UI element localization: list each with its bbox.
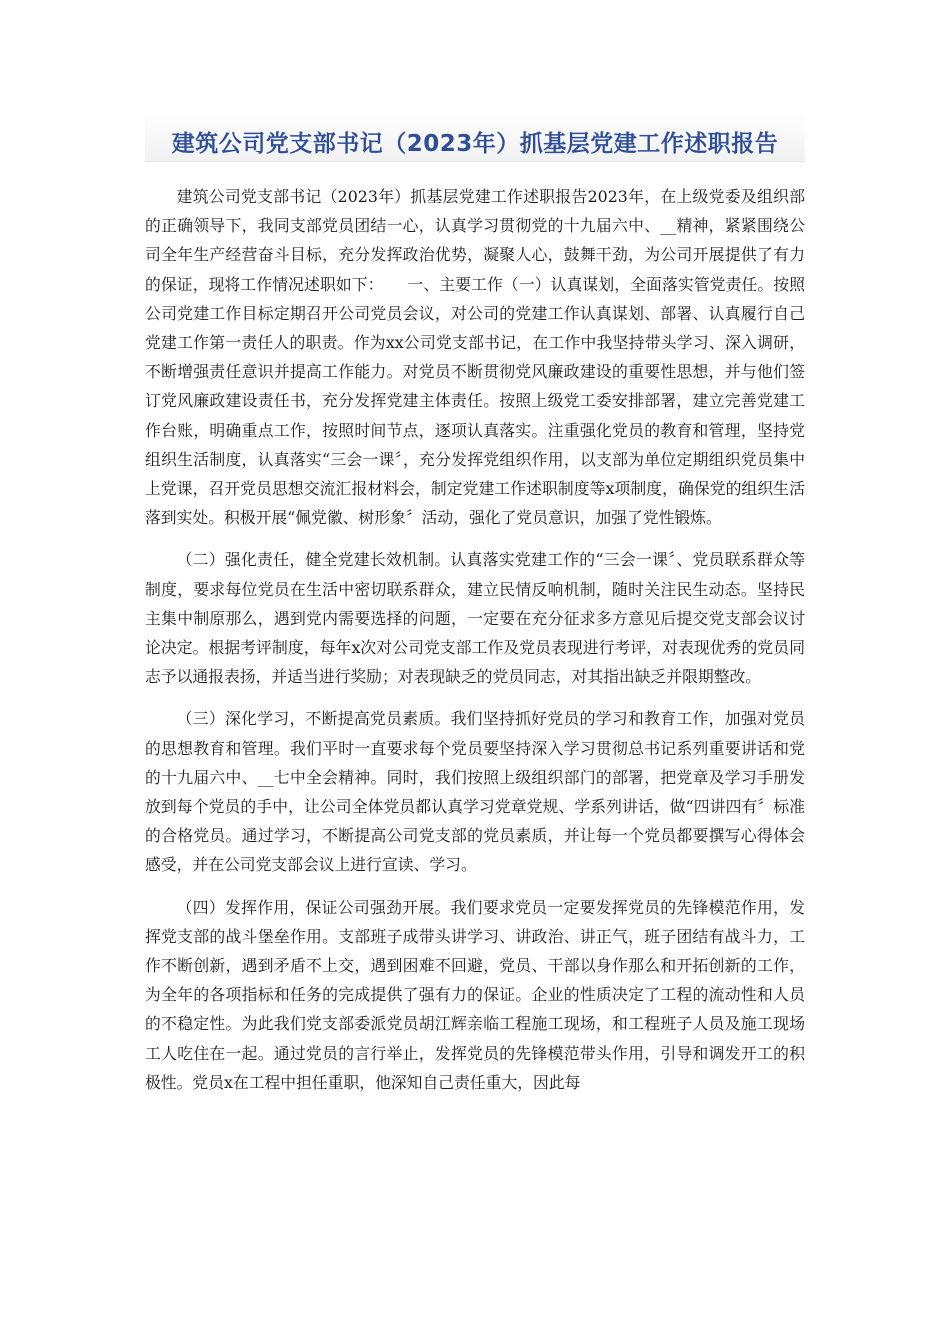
- paragraph-intro-section-1: 建筑公司党支部书记（2023年）抓基层党建工作述职报告2023年，在上级党委及组织部的正确领导下，我同支部党员团结一心，认真学习贯彻党的十九届六中、__精神，紧紧围绕公司全年生产经营奋斗目标，充分发挥政治优势，凝聚人心，鼓舞干劲，为公司开展提供了有力的保证，现将工作情况述职如下： 一、主要工作（一）认真谋划，全面落实管党责任。按照公司党建工作目标定期召开公司党员会议，对公司的党建工作认真谋划、部署、认真履行自己党建工作第一责任人的职责。作为xx公司党支部书记，在工作中我坚持带头学习、深入调研，不断增强责任意识并提高工作能力。对党员不断贯彻党风廉政建设的重要性思想，并与他们签订党风廉政建设责任书，充分发挥党建主体责任。按照上级党工委安排部署，建立完善党建工作台账，明确重点工作，按照时间节点，逐项认真落实。注重强化党员的教育和管理，坚持党组织生活制度，认真落实“三会一课〞，充分发挥党组织作用，以支部为单位定期组织党员集中上党课，召开党员思想交流汇报材料会，制定党建工作述职制度等x项制度，确保党的组织生活落到实处。积极开展“佩党徽、树形象〞活动，强化了党员意识，加强了党性锻炼。: [145, 187, 805, 528]
- paragraph-section-3: （三）深化学习，不断提高党员素质。我们坚持抓好党员的学习和教育工作，加强对党员的思想教育和管理。我们平时一直要求每个党员要坚持深入学习贯彻总书记系列重要讲话和党的十九届六中、__七中全会精神。同时，我们按照上级组织部门的部署，把党章及学习手册发放到每个党员的手中，让公司全体党员都认真学习党章党规、学系列讲话，做“四讲四有〞标准的合格党员。通过学习，不断提高公司党支部的党员素质，并让每一个党员都要撰写心得体会感受，并在公司党支部会议上进行宣读、学习。: [145, 709, 805, 875]
- document-body: [145, 182, 805, 1097]
- paragraph-section-4: （四）发挥作用，保证公司强劲开展。我们要求党员一定要发挥党员的先锋模范作用，发挥党支部的战斗堡垒作用。支部班子成带头讲学习、讲政治、讲正气，班子团结有战斗力，工作不断创新，遇到矛盾不上交，遇到困难不回避，党员、干部以身作那么和开拓创新的工作，为全年的各项指标和任务的完成提供了强有力的保证。企业的性质决定了工程的流动性和人员的不稳定性。为此我们党支部委派党员胡江辉亲临工程施工现场，和工程班子人员及施工现场工人吃住在一起。通过党员的言行举止，发挥党员的先锋模范带头作用，引导和调发开工的积极性。党员x在工程中担任重职，他深知自己责任重大，因此每: [145, 897, 805, 1092]
- document-title: 建筑公司党支部书记（2023年）抓基层党建工作述职报告: [171, 131, 779, 157]
- paragraph-section-2: （二）强化责任，健全党建长效机制。认真落实党建工作的“三会一课〞、党员联系群众等制度，要求每位党员在生活中密切联系群众，建立民情反响机制，随时关注民生动态。坚持民主集中制原那么，遇到党内需要选择的问题，一定要在充分征求多方意见后提交党支部会议讨论决定。根据考评制度，每年x次对公司党支部工作及党员表现进行考评，对表现优秀的党员同志予以通报表扬，并适当进行奖励；对表现缺乏的党员同志，对其指出缺乏并限期整改。: [145, 550, 805, 687]
